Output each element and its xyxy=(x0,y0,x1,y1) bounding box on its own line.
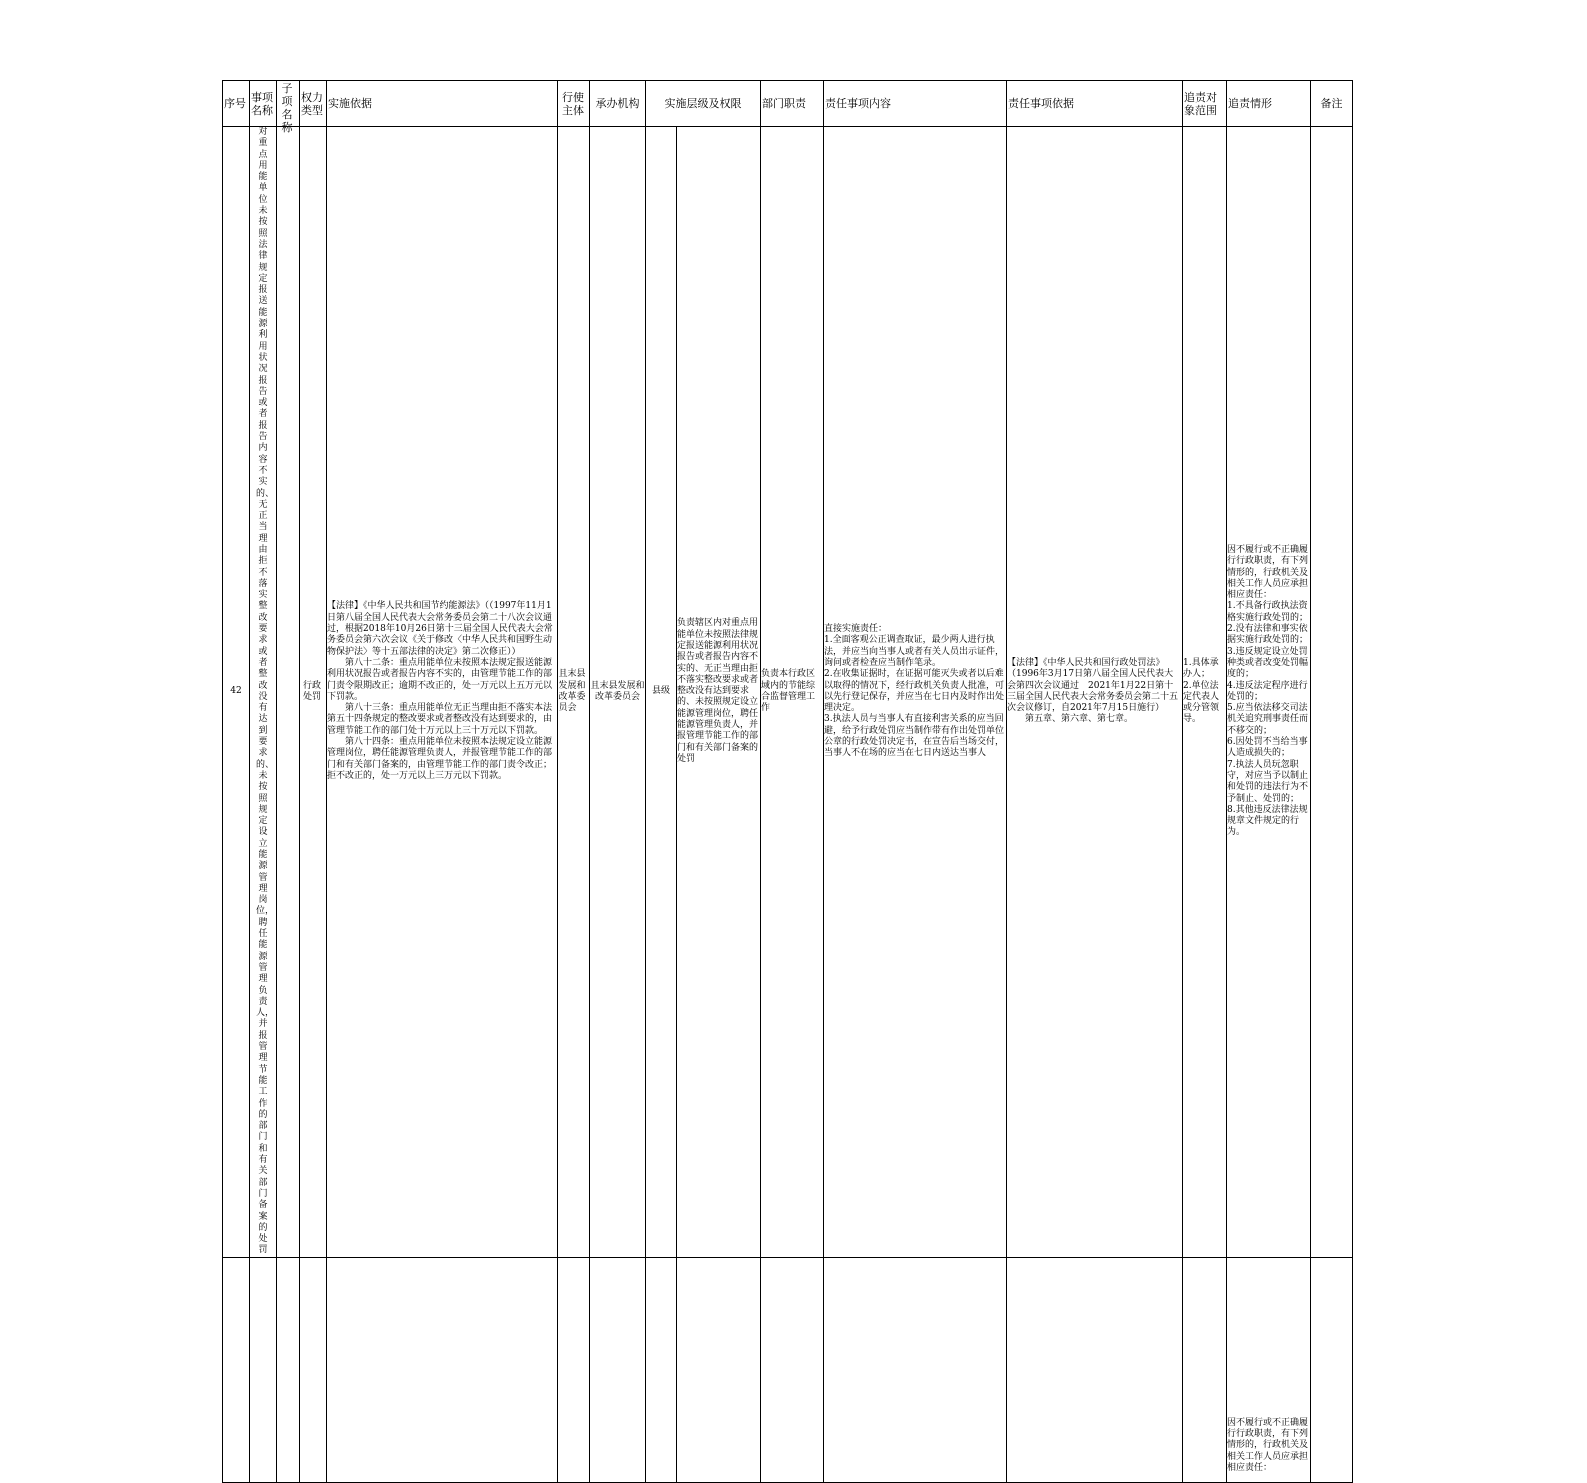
cell-power-type: 行政处罚 xyxy=(300,127,327,1258)
case-item: 7.执法人员玩忽职守，对应当予以制止和处罚的违法行为不予制止、处罚的； xyxy=(1227,759,1309,804)
case-item: 2.没有法律和事实依据实施行政处罚的； xyxy=(1227,624,1309,646)
cell-level-scope-next xyxy=(677,1257,761,1482)
resp-item: 3.执法人员与当事人有直接利害关系的应当回避，给予行政处罚应当制作带有作出处罚单位公章的行政处罚决定书，在宣告后当场交付，当事人不在场的应当在七日内送达当事人 xyxy=(824,714,1005,759)
resp-item: 2.在收集证据时，在证据可能灭失或者以后难以取得的情况下，经行政机关负责人批准，可以先行登记保存，并应当在七日内及时作出处理决定。 xyxy=(824,669,1005,714)
cell-resp-basis xyxy=(1007,127,1183,1258)
header-resp-content: 责任事项内容 xyxy=(824,81,1007,127)
case-item: 1.不具备行政执法资格实施行政处罚的； xyxy=(1227,601,1309,623)
cell-basis xyxy=(327,127,558,1258)
header-seq: 序号 xyxy=(223,81,250,127)
header-resp-basis: 责任事项依据 xyxy=(1007,81,1183,127)
cell-item-name: 对重点用能单位未按照法律规定报送能源利用状况报告或者报告内容不实的、无正当理由拒不落实整改要求或者整改没有达到要求的、未按照规定设立能源管理岗位，聘任能源管理负责人，并报管理节能工作的部门和有关部门备案的处罚 xyxy=(250,127,277,1258)
resp-basis-text: 第五章、第六章、第七章。 xyxy=(1025,714,1134,725)
cell-accountability-case xyxy=(1227,127,1311,1258)
basis-paragraph: 第八十二条：重点用能单位未按照本法规定报送能源利用状况报告或者报告内容不实的，由管理节能工作的部门责令限期改正；逾期不改正的，处一万元以上五万元以下罚款。 xyxy=(327,657,553,702)
case-item: 5.应当依法移交司法机关追究刑事责任而不移交的； xyxy=(1227,703,1309,736)
case-item: 3.违反规定设立处罚种类或者改变处罚幅度的； xyxy=(1227,646,1309,680)
cell-duty: 负责本行政区域内的节能综合监督管理工作 xyxy=(761,127,824,1258)
cell-remarks xyxy=(1311,127,1353,1258)
power-list-table xyxy=(222,80,1353,1483)
cell-agency: 且末县发展和改革委员会 xyxy=(590,127,646,1258)
basis-paragraph: 【法律】《中华人民共和国节约能源法》（（1997年11月1日第八届全国人民代表大会常务委员会第二十八次会议通过，根据2018年10月26日第十三届全国人民代表大会常务委员会第六次会议《关于修改〈中华人民共和国野生动物保护法〉等十五部法律的决定》第二次修正）） xyxy=(327,601,553,657)
header-remarks: 备注 xyxy=(1311,81,1353,127)
cell-accountability-scope xyxy=(1183,127,1227,1258)
resp-basis-text: 【法律】《中华人民共和国行政处罚法》（1996年3月17日第八届全国人民代表大会第四次会议通过 2021年1月22日第十三届全国人民代表大会常务委员会第二十五次会议修订，自2021年7月15日施行） xyxy=(1007,657,1179,714)
cell-resp-content-next xyxy=(824,1257,1007,1482)
resp-title: 直接实施责任： xyxy=(824,624,888,635)
header-basis: 实施依据 xyxy=(327,81,558,127)
scope-item: 1.具体承办人； xyxy=(1183,657,1219,680)
basis-paragraph: 第八十四条：重点用能单位未按照本法规定设立能源管理岗位，聘任能源管理负责人，并报管理节能工作的部门和有关部门备案的，由管理节能工作的部门责令改正；拒不改正的，处一万元以上三万元以下罚款。 xyxy=(327,737,553,781)
cell-level-scope: 负责辖区内对重点用能单位未按照法律规定报送能源利用状况报告或者报告内容不实的、无正当理由拒不落实整改要求或者整改没有达到要求的、未按照规定设立能源管理岗位，聘任能源管理负责人，并报管理节能工作的部门和有关部门备案的处罚 xyxy=(677,127,761,1258)
cell-duty-next xyxy=(761,1257,824,1482)
header-accountability-case: 追责情形 xyxy=(1227,81,1311,127)
cell-power-type-next xyxy=(300,1257,327,1482)
cell-sub-item-next xyxy=(277,1257,300,1482)
cell-item-name-next xyxy=(250,1257,277,1482)
table-row xyxy=(223,127,1353,1258)
table-row-next xyxy=(223,1257,1353,1482)
cell-remarks-next xyxy=(1311,1257,1353,1482)
cell-seq-next xyxy=(223,1257,250,1482)
case-item: 4.违反法定程序进行处罚的； xyxy=(1227,680,1308,702)
header-sub-item: 子项名称 xyxy=(277,81,300,127)
cell-resp-basis-next xyxy=(1007,1257,1183,1482)
header-power-type: 权力类型 xyxy=(300,81,327,127)
cell-accountability-scope-next xyxy=(1183,1257,1227,1482)
header-level: 实施层级及权限 xyxy=(646,81,761,127)
cell-level-next xyxy=(646,1257,677,1482)
case-intro: 因不履行或不正确履行行政职责，有下列情形的，行政机关及相关工作人员应承担相应责任： xyxy=(1227,1417,1309,1473)
header-item-name: 事项名称 xyxy=(250,81,277,127)
cell-sub-item xyxy=(277,127,300,1258)
header-subject: 行使主体 xyxy=(558,81,590,127)
cell-subject-next xyxy=(558,1257,590,1482)
cell-level: 县级 xyxy=(646,127,677,1258)
cell-resp-content xyxy=(824,127,1007,1258)
scope-item: 2.单位法定代表人或分管领导。 xyxy=(1183,680,1220,725)
cell-subject: 且末县发展和改革委员会 xyxy=(558,127,590,1258)
case-item: 6.因处罚不当给当事人造成损失的； xyxy=(1227,737,1308,759)
cell-agency-next xyxy=(590,1257,646,1482)
basis-paragraph: 第八十三条：重点用能单位无正当理由拒不落实本法第五十四条规定的整改要求或者整改没有达到要求的，由管理节能工作的部门处十万元以上三十万元以下罚款。 xyxy=(327,703,553,736)
case-item: 8.其他违反法律法规规章文件规定的行为。 xyxy=(1227,804,1308,838)
case-intro: 因不履行或不正确履行行政职责，有下列情形的，行政机关及相关工作人员应承担相应责任： xyxy=(1227,544,1309,601)
header-accountability-scope: 追责对象范围 xyxy=(1183,81,1227,127)
cell-accountability-case-next xyxy=(1227,1257,1311,1482)
header-row xyxy=(223,81,1353,127)
cell-basis-next xyxy=(327,1257,558,1482)
header-duty: 部门职责 xyxy=(761,81,824,127)
header-agency: 承办机构 xyxy=(590,81,646,127)
cell-seq: 42 xyxy=(223,127,250,1258)
resp-item: 1.全面客观公正调查取证，最少两人进行执法，并应当向当事人或者有关人员出示证件，询问或者检查应当制作笔录。 xyxy=(824,635,1005,668)
